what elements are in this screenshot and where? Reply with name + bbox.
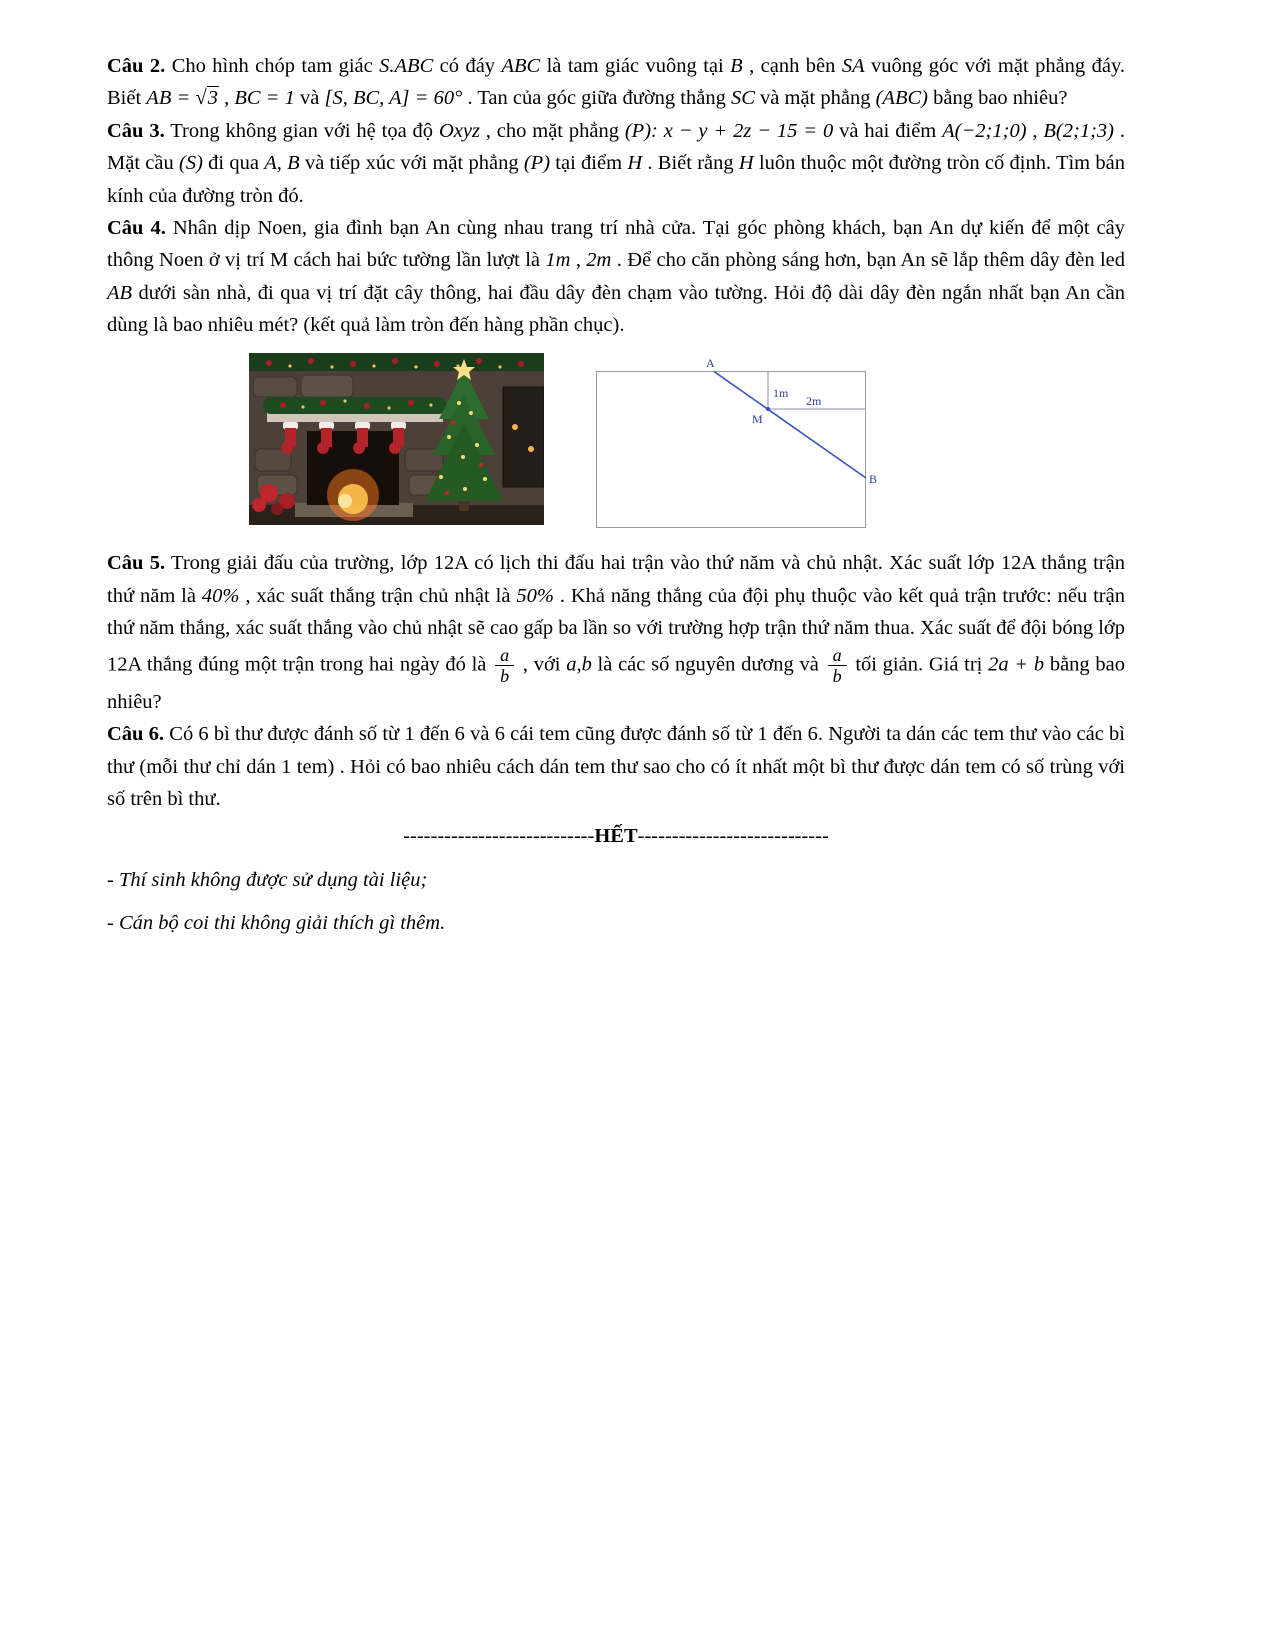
- math-run: 50%: [516, 584, 554, 607]
- text-run: bằng bao nhiêu?: [107, 652, 1125, 713]
- het-label: HẾT: [594, 825, 638, 848]
- text-run: ,: [570, 249, 587, 272]
- math-run: (P): [523, 152, 551, 175]
- question-label: Câu 2.: [107, 55, 166, 77]
- het-dashes-left: ----------------------------: [403, 825, 595, 848]
- text-run: tại điểm: [550, 152, 628, 175]
- text-run: . Để cho căn phòng sáng hơn, bạn An sẽ lắp thêm dây đèn led: [611, 249, 1125, 272]
- math-run: SA: [841, 55, 865, 77]
- question-label: Câu 5.: [107, 552, 166, 575]
- text-run: là tam giác vuông tại: [540, 55, 731, 77]
- question-label: Câu 4.: [107, 216, 166, 239]
- math-run: S.ABC: [379, 55, 434, 77]
- text-run: . Biết rằng: [642, 152, 739, 175]
- question-label: Câu 6.: [107, 723, 165, 746]
- text-run: luôn thuộc một đường tròn cố định. Tìm bán kính của đường tròn đó.: [107, 152, 1125, 207]
- text-run: dưới sàn nhà, đi qua vị trí đặt cây thông, hai đầu dây đèn chạm vào tường. Hỏi độ dài dây đèn ngắn nhất bạn An cần dùng là bao nhiêu mét? (kết quả làm tròn đến hàng phần chục).: [107, 281, 1125, 336]
- math-run: ABC: [501, 55, 541, 77]
- diagram-label-1m: 1m: [773, 386, 789, 401]
- math-run: H: [627, 152, 643, 175]
- text-run: , cạnh bên: [742, 55, 842, 77]
- text-run: Trong giải đấu của trường, lớp 12A có lịch thi đấu hai trận vào thứ năm và chủ nhật. Xác suất lớp 12A thắng trận thứ năm là: [107, 552, 1125, 607]
- math-run: B: [730, 55, 743, 77]
- text-run: bằng bao nhiêu?: [927, 87, 1068, 110]
- text-run: Cho hình chóp tam giác: [165, 55, 380, 77]
- math-run: Oxyz: [438, 119, 480, 142]
- math-run: 2a + b: [988, 652, 1045, 675]
- math-run: A, B: [264, 152, 300, 175]
- question-2: [107, 50, 1125, 115]
- text-run: Có 6 bì thư được đánh số từ 1 đến 6 và 6 cái tem cũng được đánh số từ 1 đến 6. Người ta dán các tem thư vào các bì thư (mỗi thư chỉ dán 1 tem) . Hỏi có bao nhiêu cách dán tem thư sao cho có ít nhất một bì thư được dán tem có số trùng với số trên bì thư.: [107, 723, 1125, 811]
- math-run: 1m: [545, 249, 571, 272]
- text-run: . Khả năng thắng của đội phụ thuộc vào kết quả trận trước: nếu trận thứ năm thắng, xác suất thắng vào chủ nhật sẽ cao gấp ba lần so với trường hợp trận thứ năm thua. Xác suất để đội bóng lớp 12A thắng đúng một trận trong hai ngày đó là: [107, 584, 1125, 675]
- math-run: H: [738, 152, 754, 175]
- text-run: vuông góc với mặt phẳng đáy. Biết: [107, 55, 1125, 110]
- diagram-label-b: B: [869, 472, 878, 487]
- text-run: và: [294, 87, 325, 110]
- text-run: Nhân dịp Noen, gia đình bạn An cùng nhau trang trí nhà cửa. Tại góc phòng khách, bạn An dự kiến để một cây thông Noen ở vị trí M cách hai bức tường lần lượt là: [107, 216, 1125, 272]
- question-5: [107, 547, 1125, 718]
- text-run: ,: [218, 87, 235, 110]
- exam-notes: [107, 864, 1125, 940]
- math-run: 40%: [201, 584, 240, 607]
- math-run: a,b: [566, 652, 592, 675]
- diagram-label-a: A: [706, 356, 715, 371]
- room-diagram: [596, 355, 886, 533]
- text-run: . Tan của góc giữa đường thẳng: [462, 87, 731, 110]
- math-run: (S): [179, 152, 203, 175]
- text-run: đi qua: [202, 152, 265, 175]
- sqrt-expression: √3: [195, 87, 218, 110]
- text-run: có đáy: [433, 55, 502, 77]
- text-run: , xác suất thắng trận chủ nhật là: [239, 584, 517, 607]
- note-no-materials: - Thí sinh không được sử dụng tài liệu;: [107, 869, 428, 892]
- math-run: SC: [730, 87, 755, 110]
- math-run: A(−2;1;0): [942, 119, 1027, 142]
- math-run: (P): x − y + 2z − 15 = 0: [624, 119, 834, 142]
- question-3: [107, 115, 1125, 212]
- fraction: $\frac{a}{b}$: [828, 645, 847, 686]
- het-dashes-right: ----------------------------: [637, 825, 829, 848]
- text-run: tối giản. Giá trị: [849, 652, 989, 675]
- text-run: và tiếp xúc với mặt phẳng: [299, 152, 524, 175]
- diagram-label-2m: 2m: [806, 394, 822, 409]
- note-no-explanation: - Cán bộ coi thi không giải thích gì thêm.: [107, 912, 446, 935]
- math-run: B(2;1;3): [1043, 119, 1114, 142]
- question-6: [107, 718, 1125, 815]
- diagram-label-m: M: [752, 412, 763, 427]
- text-run: và mặt phẳng: [754, 87, 876, 110]
- fraction: $\frac{a}{b}$: [495, 645, 514, 686]
- question-label: Câu 3.: [107, 119, 165, 142]
- text-run: ,: [1026, 119, 1044, 142]
- math-run: (ABC): [875, 87, 928, 110]
- figure-row: [249, 353, 1125, 533]
- math-run: [S, BC, A] = 60°: [324, 87, 463, 110]
- text-run: , cho mặt phẳng: [479, 119, 625, 142]
- math-run: 2m: [586, 249, 612, 272]
- questions-top: [107, 50, 1125, 341]
- het-divider: [107, 819, 1125, 854]
- math-run: AB =: [146, 87, 196, 110]
- text-run: . Mặt cầu: [107, 119, 1125, 175]
- math-run: BC = 1: [234, 87, 295, 110]
- questions-bottom: [107, 547, 1125, 815]
- math-run: AB: [107, 281, 133, 304]
- text-run: là các số nguyên dương và: [591, 652, 825, 675]
- text-run: và hai điểm: [833, 119, 943, 142]
- question-4: [107, 212, 1125, 342]
- text-run: , với: [517, 652, 567, 675]
- christmas-photo: [249, 353, 544, 525]
- text-run: Trong không gian với hệ tọa độ: [164, 119, 439, 142]
